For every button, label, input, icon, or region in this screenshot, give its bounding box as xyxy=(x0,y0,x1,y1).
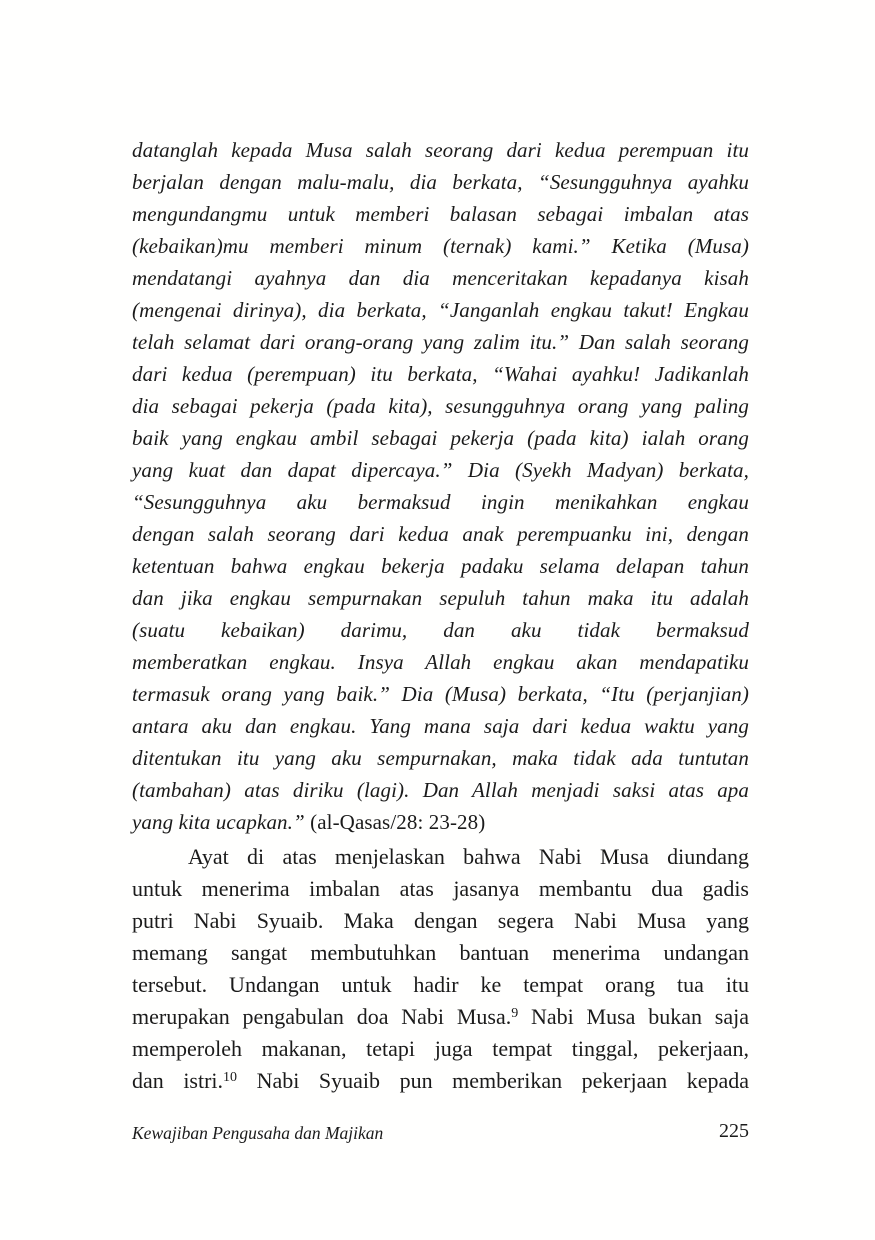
body-line: Ayat di atas menjelaskan bahwa Nabi Musa diundang xyxy=(188,844,749,869)
quote-line: ditentukan itu yang aku sempurnakan, maka tidak ada tuntutan xyxy=(132,746,749,770)
quote-line: telah selamat dari orang-orang yang zalim itu.” Dan salah seorang xyxy=(132,330,749,354)
quote-line: (tambahan) atas diriku (lagi). Dan Allah menjadi saksi atas apa xyxy=(132,778,749,802)
footnote-marker: 10 xyxy=(223,1070,238,1085)
quote-line: berjalan dengan malu-malu, dia berkata, “Sesungguhnya ayahku xyxy=(132,170,749,194)
quote-line: yang kita ucapkan.” (al-Qasas/28: 23-28) xyxy=(132,810,486,834)
body-line: merupakan pengabulan doa Nabi Musa.$^9$ Nabi Musa bukan saja xyxy=(132,1004,749,1029)
quote-line: dan jika engkau sempurnakan sepuluh tahun maka itu adalah xyxy=(132,586,749,610)
quote-line: dari kedua (perempuan) itu berkata, “Wahai ayahku! Jadikanlah xyxy=(132,362,749,386)
body-line: tersebut. Undangan untuk hadir ke tempat orang tua itu xyxy=(132,972,749,997)
body-line: untuk menerima imbalan atas jasanya membantu dua gadis xyxy=(132,876,749,901)
footnote-marker: 9 xyxy=(511,1006,519,1021)
body-line: memang sangat membutuhkan bantuan menerima undangan xyxy=(132,940,749,965)
quote-line: datanglah kepada Musa salah seorang dari kedua perempuan itu xyxy=(132,138,749,162)
quran-quote-block xyxy=(132,134,749,838)
quote-line: dia sebagai pekerja (pada kita), sesungguhnya orang yang paling xyxy=(132,394,749,418)
commentary-paragraph xyxy=(132,841,749,1097)
quote-line: dengan salah seorang dari kedua anak perempuanku ini, dengan xyxy=(132,522,749,546)
body-line: dan istri.$^{10}$ Nabi Syuaib pun memberikan pekerjaan kepada xyxy=(132,1068,749,1093)
quote-line: (suatu kebaikan) darimu, dan aku tidak bermaksud xyxy=(132,618,749,642)
footer-page-number: 225 xyxy=(719,1120,749,1142)
quote-line: ketentuan bahwa engkau bekerja padaku selama delapan tahun xyxy=(132,554,749,578)
quote-line: memberatkan engkau. Insya Allah engkau akan mendapatiku xyxy=(132,650,749,674)
quote-line: (kebaikan)mu memberi minum (ternak) kami.” Ketika (Musa) xyxy=(132,234,749,258)
footer-running-title: Kewajiban Pengusaha dan Majikan xyxy=(132,1123,384,1143)
quote-line: termasuk orang yang baik.” Dia (Musa) berkata, “Itu (perjanjian) xyxy=(132,682,749,706)
body-line: memperoleh makanan, tetapi juga tempat tinggal, pekerjaan, xyxy=(132,1036,749,1061)
quote-line: baik yang engkau ambil sebagai pekerja (pada kita) ialah orang xyxy=(132,426,749,450)
body-line: putri Nabi Syuaib. Maka dengan segera Nabi Musa yang xyxy=(132,908,749,933)
quote-line: (mengenai dirinya), dia berkata, “Janganlah engkau takut! Engkau xyxy=(132,298,749,322)
quote-line: mendatangi ayahnya dan dia menceritakan kepadanya kisah xyxy=(132,266,749,290)
quote-line: “Sesungguhnya aku bermaksud ingin menikahkan engkau xyxy=(132,490,749,514)
quote-line: mengundangmu untuk memberi balasan sebagai imbalan atas xyxy=(132,202,749,226)
quote-line: antara aku dan engkau. Yang mana saja dari kedua waktu yang xyxy=(132,714,749,738)
quote-line: yang kuat dan dapat dipercaya.” Dia (Syekh Madyan) berkata, xyxy=(132,458,749,482)
